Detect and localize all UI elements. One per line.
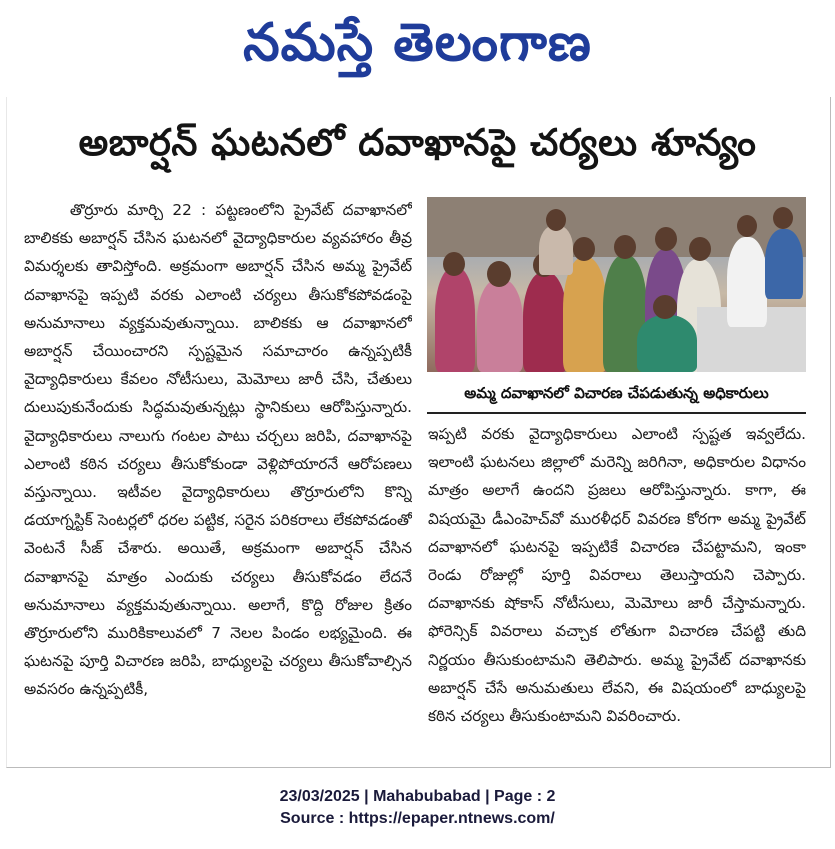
edition-name: Mahabubabad <box>373 788 481 805</box>
masthead <box>0 4 835 84</box>
article-body-right-column <box>428 420 806 760</box>
article-headline: అబార్షన్ ఘటనలో దవాఖానపై చర్యలు శూన్యం <box>78 121 757 164</box>
photo-caption: అమ్మ దవాఖానలో విచారణ చేపడుతున్న అధికారులు <box>464 384 769 402</box>
separator: | <box>485 788 495 805</box>
publication-date: 23/03/2025 <box>279 788 360 805</box>
caption-divider <box>427 412 806 414</box>
source-label: Source : <box>280 810 345 827</box>
article-paragraph: తొర్రూరు మార్చి 22 : పట్టణంలోని ప్రైవేట్ దవాఖానలో బాలికకు అబార్షన్ చేసిన ఘటనలో వైద్యాధికారుల వ్యవహారం తీవ్ర విమర్శలకు తావిస్తోంది. అక్రమంగా అబార్షన్ చేసిన అమ్మ ప్రైవేట్ దవాఖానపై ఇప్పటి వరకు ఎలాంటి చర్యలు తీసుకోకపోవడంపై అనుమానాలు వ్యక్తమవుతున్నాయి. బాలికకు ఆ దవాఖానలో అబార్షన్ చేయించారని స్పష్టమైన సమాచారం ఉన్నప్పటికీ వైద్యాధికారులు కేవలం నోటీసులు, మెమోలు జారీ చేసి, చేతులు దులుపుకునేందుకు సిద్ధమవుతున్నట్లు స్థానికులు ఆరోపిస్తున్నారు. వైద్యాధికారులు నాలుగు గంటల పాటు చర్చలు జరిపి, దవాఖానపై ఎలాంటి కఠిన చర్యలు తీసుకోకుండా వెళ్లిపోయారనే ఆరోపణలు వస్తున్నాయి. ఇటీవల వైద్యాధికారులు తొర్రూరులోని కొన్ని డయాగ్నస్టిక్ సెంటర్లలో ధరల పట్టిక, సరైన పరికరాలు లేకపోవడంతో వెంటనే సీజ్ చేశారు. అయితే, అక్రమంగా అబార్షన్ చేసిన దవాఖానపై మాత్రం ఎందుకు చర్యలు తీసుకోవడం లేదనే అనుమానాలు వ్యక్తమవుతున్నాయి. అలాగే, కొద్ది రోజుల క్రితం తొర్రూరులోని మురికికాలువలో 7 నెలల పిండం లభ్యమైంది. ఈ ఘటనపై పూర్తి విచారణ జరిపి, బాధ్యులపై చర్యలు తీసుకోవాల్సిన అవసరం ఉన్నప్పటికీ, <box>24 201 412 699</box>
page-number: Page : 2 <box>494 788 556 805</box>
source-link[interactable]: https://epaper.ntnews.com/ <box>348 810 555 827</box>
newspaper-logo: నమస్తే తెలంగాణ <box>243 13 592 73</box>
source-line <box>0 810 835 828</box>
separator: | <box>364 788 374 805</box>
article-photo <box>427 197 806 372</box>
clipping-info <box>0 788 835 806</box>
article-body-left-column <box>24 196 412 761</box>
article-paragraph: ఇప్పటి వరకు వైద్యాధికారులు ఎలాంటి స్పష్టత ఇవ్వలేదు. ఇలాంటి ఘటనలు జిల్లాలో మరెన్ని జరిగినా, అధికారుల విధానం మాత్రం అలాగే ఉందని ప్రజలు ఆరోపిస్తున్నారు. కాగా, ఈ విషయమై డీఎంహెచ్‌వో మురళీధర్ వివరణ కోరగా అమ్మ ప్రైవేట్ దవాఖానలో ఘటనపై ఇప్పటికే విచారణ చేపట్టామని, ఇంకా రెండు రోజుల్లో పూర్తి వివరాలు తెలుస్తాయని చెప్పారు. దవాఖానకు షోకాస్ నోటీసులు, మెమోలు జారీ చేస్తామన్నారు. ఫోరెన్సిక్ వివరాలు వచ్చాక లోతుగా విచారణ చేపట్టి తుది నిర్ణయం తీసుకుంటామని తెలిపారు. అమ్మ ప్రైవేట్ దవాఖానకు అబార్షన్ చేసే అనుమతులు లేవని, ఈ విషయంలో బాధ్యులపై కఠిన చర్యలు తీసుకుంటామని వివరించారు. <box>428 425 806 726</box>
